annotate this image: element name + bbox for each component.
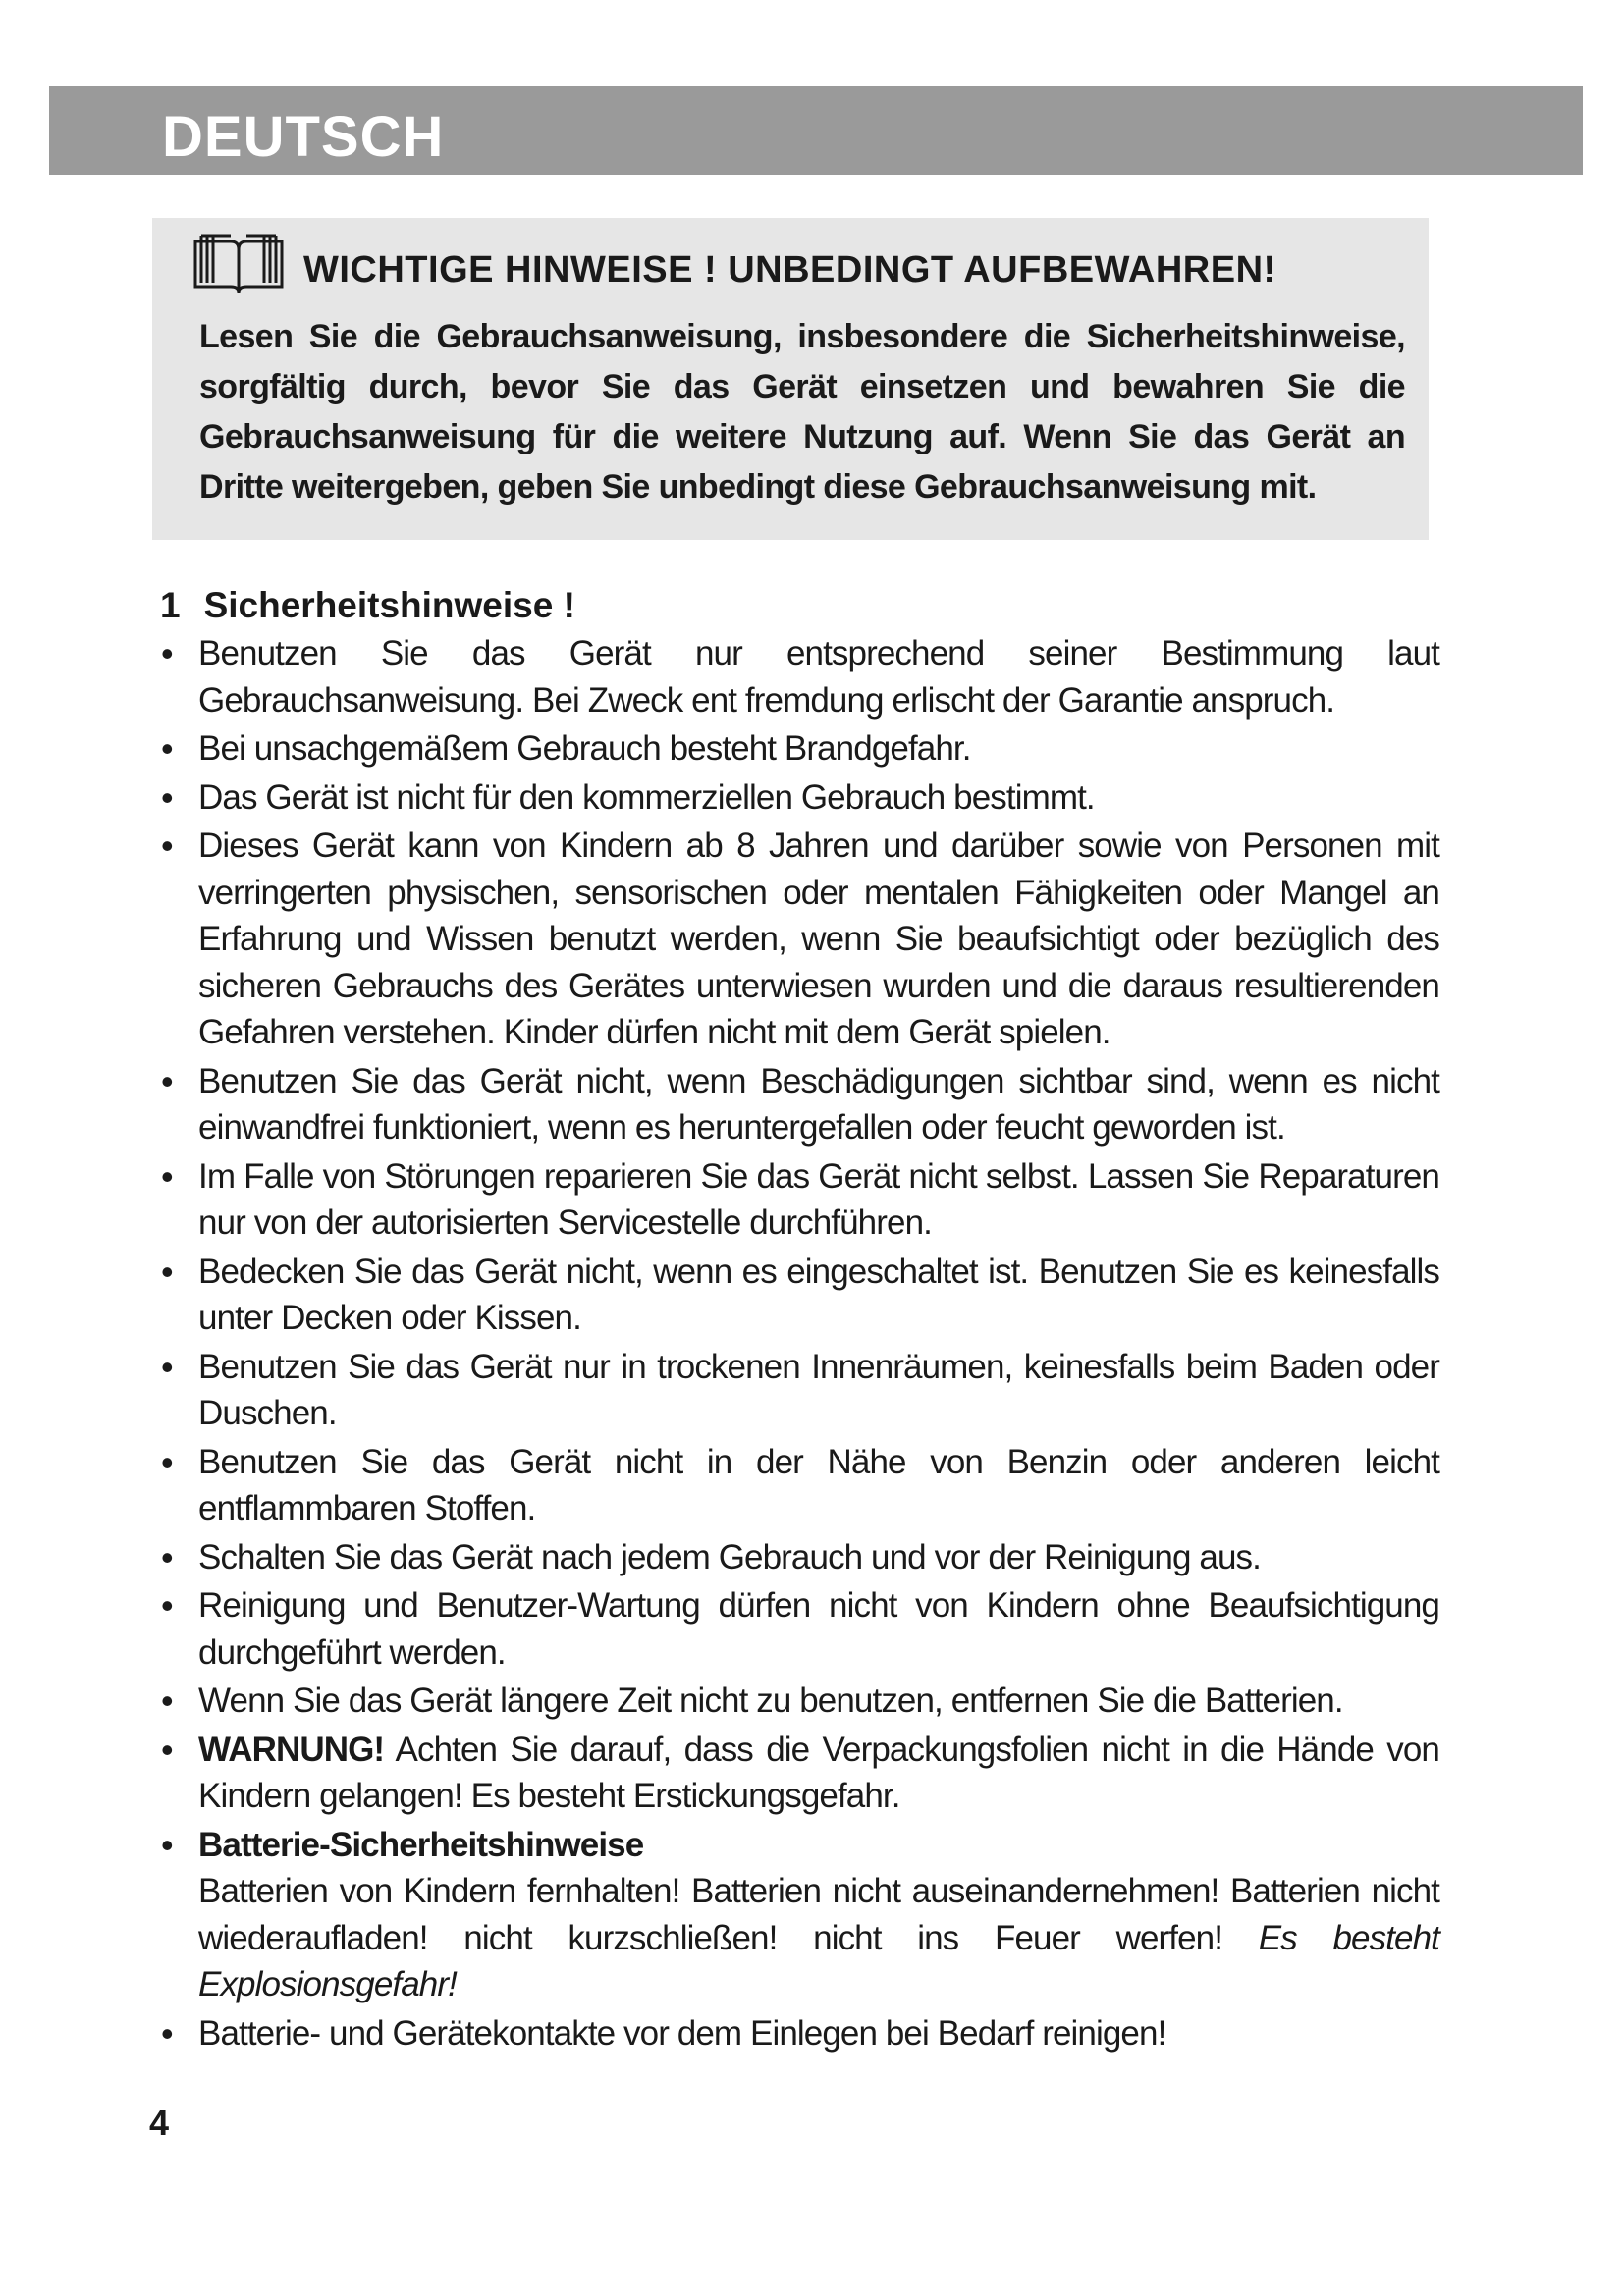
warning-item xyxy=(157,1727,1439,1820)
battery-title: • Batterie-Sicherheitshinweise xyxy=(198,1825,644,1864)
list-item: • Benutzen Sie das Gerät nicht, wenn Beschädigungen sichtbar sind, wenn es nicht einwandfrei funktioniert, wenn es heruntergefallen oder feucht geworden ist. xyxy=(157,1058,1439,1151)
battery-emphasis: Es besteht Explosionsgefahr! xyxy=(198,1918,1439,2003)
safety-list xyxy=(157,630,1439,2058)
list-item: • Schalten Sie das Gerät nach jedem Gebrauch und vor der Reinigung aus. xyxy=(157,1534,1439,1581)
list-item: • Bedecken Sie das Gerät nicht, wenn es eingeschaltet ist. Benutzen Sie es keinesfalls unter Decken oder Kissen. xyxy=(157,1249,1439,1342)
section-heading xyxy=(160,585,575,626)
section-number: 1 xyxy=(160,585,181,625)
list-item: • Im Falle von Störungen reparieren Sie das Gerät nicht selbst. Lassen Sie Reparaturen nur von der autorisierten Servicestelle durchführen. xyxy=(157,1153,1439,1247)
battery-text xyxy=(198,1868,1439,2008)
section-title: Sicherheitshinweise ! xyxy=(203,585,575,625)
page-number: 4 xyxy=(149,2103,170,2143)
important-notice-box xyxy=(152,218,1429,540)
warning-text: Achten Sie darauf, dass die Verpackungsfolien nicht in die Hände von Kindern gelangen! Es besteht Erstickungsgefahr. xyxy=(198,1730,1439,1815)
list-item: • Benutzen Sie das Gerät nur in trockenen Innenräumen, keinesfalls beim Baden oder Duschen. xyxy=(157,1344,1439,1437)
list-item: • Dieses Gerät kann von Kindern ab 8 Jahren und darüber sowie von Personen mit verringerten physischen, sensorischen oder mentalen Fähigkeiten oder Mangel an Erfahrung und Wissen benutzt werden, wenn Sie beaufsichtigt oder bezüglich des sicheren Gebrauchs des Gerätes unterwiesen wurden und die daraus resultierenden Gefahren verstehen. Kinder dürfen nicht mit dem Gerät spielen. xyxy=(157,823,1439,1056)
notice-heading: WICHTIGE HINWEISE ! UNBEDINGT AUFBEWAHREN! xyxy=(303,249,1276,291)
list-item: • Batterie- und Gerätekontakte vor dem Einlegen bei Bedarf reinigen! xyxy=(157,2010,1439,2057)
battery-instructions: Batterien von Kindern fernhalten! Batterien nicht auseinandernehmen! Batterien nicht wiederaufladen! nicht kurzschließen! nicht ins Feuer werfen! xyxy=(198,1872,1439,1957)
notice-text: Lesen Sie die Gebrauchsanweisung, insbesondere die Sicherheitshinweise, sorgfältig durch, bevor Sie das Gerät einsetzen und bewahren Sie die Gebrauchsanweisung für die weitere Nutzung auf. Wenn Sie das Gerät an Dritte weitergeben, geben Sie unbedingt diese Gebrauchsanweisung mit. xyxy=(199,318,1405,506)
book-icon xyxy=(191,232,286,296)
list-item: • Reinigung und Benutzer-Wartung dürfen nicht von Kindern ohne Beaufsichtigung durchgeführt werden. xyxy=(157,1582,1439,1676)
list-item: • Wenn Sie das Gerät längere Zeit nicht zu benutzen, entfernen Sie die Batterien. xyxy=(157,1678,1439,1725)
list-item: • Benutzen Sie das Gerät nicht in der Nähe von Benzin oder anderen leicht entflammbaren Stoffen. xyxy=(157,1439,1439,1532)
list-item: • Das Gerät ist nicht für den kommerziellen Gebrauch bestimmt. xyxy=(157,774,1439,822)
list-item: • Benutzen Sie das Gerät nur entsprechend seiner Bestimmung laut Gebrauchsanweisung. Bei Zweck ent fremdung erlischt der Garantie anspruch. xyxy=(157,630,1439,723)
language-title: DEUTSCH xyxy=(162,105,445,169)
list-item: • Bei unsachgemäßem Gebrauch besteht Brandgefahr. xyxy=(157,725,1439,773)
battery-item xyxy=(157,1822,1439,2008)
language-banner xyxy=(49,86,1583,175)
warning-label: WARNUNG! xyxy=(198,1730,385,1769)
